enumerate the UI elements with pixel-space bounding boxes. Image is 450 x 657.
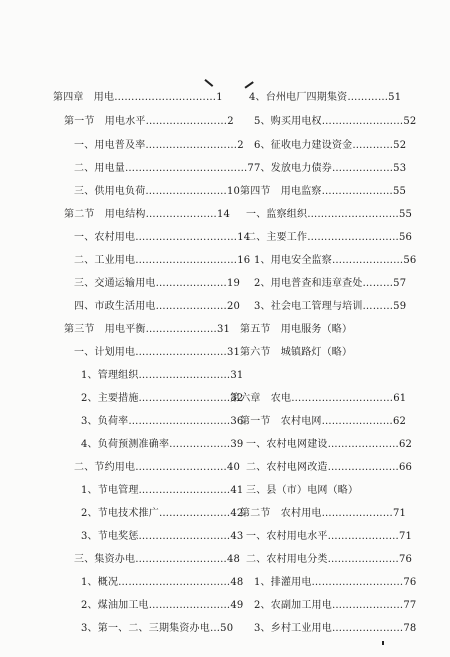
toc-right-entry: 一、农村电网建设…………………62 — [246, 439, 413, 450]
toc-right-entry: 一、农村用电水平…………………71 — [246, 531, 413, 542]
toc-right-entry: 第五节 用电服务（略） — [240, 324, 353, 335]
toc-left-entry: 二、工业用电…………………………16 — [74, 255, 251, 266]
toc-left-entry: 第二节 用电结构…………………14 — [64, 209, 231, 220]
scan-mark-bottom — [382, 641, 384, 645]
toc-right-entry: 第六节 城镇路灯（略） — [240, 347, 353, 358]
toc-left-entry: 二、节约用电………………………40 — [74, 462, 241, 473]
toc-right-entry: 第二节 农村用电…………………71 — [240, 508, 407, 519]
toc-right-entry: 1、排灌用电………………………76 — [254, 577, 417, 588]
toc-left-entry: 3、第一、二、三期集资办电…50 — [81, 623, 234, 634]
toc-left-entry: 三、供用电负荷……………………10 — [74, 186, 241, 197]
toc-left-entry: 1、管理组织………………………31 — [81, 370, 244, 381]
toc-right-entry: 第六章 农电…………………………61 — [230, 393, 407, 404]
toc-right-entry: 6、征收电力建设资金…………52 — [254, 140, 407, 151]
toc-left-entry: 2、节电技术推广…………………42 — [81, 508, 244, 519]
toc-left-entry: 第一节 用电水平……………………2 — [64, 116, 234, 127]
toc-right-entry: 三、县（市）电网（略） — [246, 485, 359, 496]
toc-right-entry: 一、监察组织………………………55 — [246, 209, 413, 220]
toc-right-entry: 3、乡村工业用电…………………78 — [254, 623, 417, 634]
scan-mark-left — [205, 79, 214, 87]
toc-right-entry: 1、用电安全监察…………………56 — [254, 255, 417, 266]
toc-right-entry: 4、台州电厂四期集资…………51 — [249, 92, 402, 103]
toc-right-entry: 7、发放电力债券………………53 — [254, 163, 407, 174]
toc-left-entry: 2、煤油加工电……………………49 — [81, 600, 244, 611]
toc-right-entry: 二、农村用电分类…………………76 — [246, 554, 413, 565]
toc-left-entry: 四、市政生活用电…………………20 — [74, 301, 241, 312]
toc-left-entry: 第三节 用电平衡…………………31 — [64, 324, 231, 335]
toc-right-entry: 2、用电普查和违章查处………57 — [254, 278, 407, 289]
toc-right-entry: 5、购买用电权……………………52 — [254, 116, 417, 127]
toc-right-entry: 第一节 农村电网…………………62 — [240, 416, 407, 427]
toc-left-entry: 三、集资办电………………………48 — [74, 554, 241, 565]
toc-left-entry: 3、负荷率…………………………36 — [81, 416, 244, 427]
toc-left-entry: 二、用电量………………………………7 — [74, 163, 254, 174]
toc-left-entry: 一、农村用电…………………………14 — [74, 232, 251, 243]
toc-right-entry: 第四节 用电监察…………………55 — [240, 186, 407, 197]
toc-right-entry: 二、农村电网改造…………………66 — [246, 462, 413, 473]
toc-left-entry: 1、概况……………………………48 — [81, 577, 244, 588]
toc-right-entry: 3、社会电工管理与培训………59 — [254, 301, 407, 312]
scan-mark-right — [244, 81, 253, 88]
toc-left-entry: 3、节电奖惩………………………43 — [81, 531, 244, 542]
toc-left-entry: 2、主要措施………………………32 — [81, 393, 244, 404]
toc-left-entry: 第四章 用电…………………………1 — [53, 92, 223, 103]
toc-left-entry: 1、节电管理………………………41 — [81, 485, 244, 496]
toc-left-entry: 三、交通运输用电…………………19 — [74, 278, 241, 289]
toc-left-entry: 4、负荷预测准确率………………39 — [81, 439, 244, 450]
toc-left-entry: 一、用电普及率………………………2 — [74, 140, 244, 151]
toc-right-entry: 2、农副加工用电…………………77 — [254, 600, 417, 611]
toc-right-entry: 二、主要工作………………………56 — [246, 232, 413, 243]
toc-left-entry: 一、计划用电………………………31 — [74, 347, 241, 358]
